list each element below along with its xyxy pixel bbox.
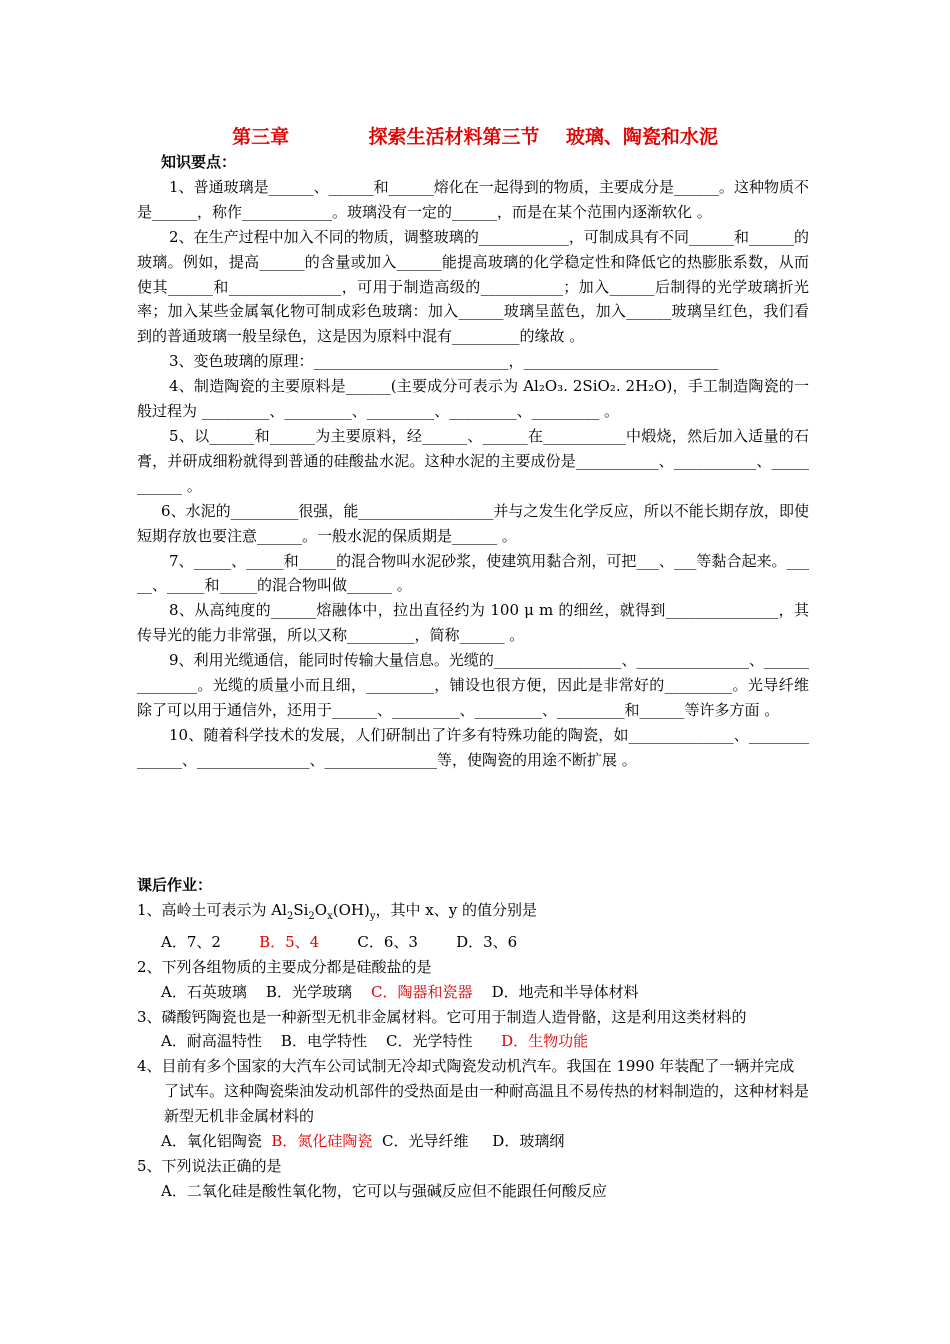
- option-c: C．6、3: [357, 932, 418, 951]
- option-c: C．光学特性: [386, 1032, 473, 1051]
- question-5-stem: 5、下列说法正确的是: [137, 1156, 282, 1175]
- homework-heading: 课后作业：: [137, 876, 213, 894]
- page-title: 第三章 探索生活材料第三节 玻璃、陶瓷和水泥: [232, 126, 718, 148]
- knowledge-item-4: 4、制造陶瓷的主要原料是______(主要成分可表示为 Al₂O₃. 2SiO₂. 2H₂O)，手工制造陶瓷的一般过程为 _________、_________、_________、_________、_________ 。: [137, 377, 809, 421]
- knowledge-item-2: 2、在生产过程中加入不同的物质，调整玻璃的____________，可制成具有不同______和______的玻璃。例如，提高______的含量或加入______能提高玻璃的化学稳定性和降低它的热膨胀系数，从而使其______和_______________，可用于制造高级的___________；加入______后制得的光学玻璃折光率；加入某些金属氧化物可制成彩色玻璃：加入______玻璃呈蓝色，加入______玻璃呈红色，我们看到的普通玻璃一般呈绿色，这是因为原料中混有_________的缘故 。: [137, 227, 809, 346]
- option-a: A．7、2: [161, 932, 221, 951]
- option-d: D．3、6: [456, 932, 518, 951]
- question-3-options: [137, 1029, 809, 1054]
- question-2-stem: 2、下列各组物质的主要成分都是硅酸盐的是: [137, 957, 432, 976]
- option-d: D．玻璃纲: [492, 1132, 565, 1151]
- knowledge-item-9: 9、利用光缆通信，能同时传输大量信息。光缆的_________________、_______________、______________。光缆的质量小而且细，_________，铺设也很方便，因此是非常好的_________。光导纤维除了可以用于通信外，还用于______、_________、_________、_________和______等许多方面 。: [137, 651, 809, 719]
- knowledge-item-5: 5、以______和______为主要原料，经______、______在___________中煅烧，然后加入适量的石膏，并研成细粉就得到普通的硅酸盐水泥。这种水泥的主要成份是___________、___________、___________ 。: [137, 426, 809, 495]
- question-1-stem: 1、高岭土可表示为 $Al_2Si_2O_x(OH)_y$，其中 x、y 的值分别是: [137, 900, 537, 922]
- knowledge-section: [137, 150, 809, 773]
- option-a: A．氧化铝陶瓷: [161, 1132, 262, 1151]
- knowledge-item-1: 1、普通玻璃是______、______和______熔化在一起得到的物质，主要成分是______。这种物质不是______，称作____________。玻璃没有一定的______，而是在某个范围内逐渐软化 。: [137, 177, 809, 221]
- question-4-options: [137, 1129, 809, 1154]
- option-b-answer: B．5、4: [259, 932, 320, 951]
- question-2-options: [137, 980, 809, 1005]
- knowledge-item-7: 7、_____、_____和_____的混合物叫水泥砂浆，使建筑用黏合剂，可把___、___等黏合起来。_____、_____和_____的混合物叫做______ 。: [137, 551, 809, 595]
- option-d-answer: D．生物功能: [501, 1032, 589, 1051]
- knowledge-item-6: 6、水泥的_________很强，能__________________并与之发生化学反应，所以不能长期存放，即使短期存放也要注意______。一般水泥的保质期是______ 。: [137, 501, 809, 545]
- option-b-answer: B．氮化硅陶瓷: [271, 1132, 373, 1151]
- option-b: B．电学特性: [280, 1032, 367, 1051]
- option-d: D．地壳和半导体材料: [491, 982, 639, 1001]
- option-a: A．石英玻璃: [161, 982, 247, 1001]
- option-a: A．二氧化硅是酸性氧化物，它可以与强碱反应但不能跟任何酸反应: [161, 1181, 607, 1200]
- knowledge-item-3: 3、变色玻璃的原理：__________________________，__________________________: [169, 352, 719, 371]
- question-3-stem: 3、磷酸钙陶瓷也是一种新型无机非金属材料。它可用于制造人造骨骼，这是利用这类材料的: [137, 1007, 747, 1026]
- question-1-options: [137, 930, 809, 955]
- knowledge-item-8: 8、从高纯度的______熔融体中，拉出直径约为 100 μ m 的细丝，就得到_______________，其传导光的能力非常强，所以又称_________，简称______ 。: [137, 601, 809, 645]
- option-c: C．光导纤维: [381, 1132, 469, 1151]
- question-5-options: [137, 1179, 809, 1204]
- knowledge-heading: 知识要点：: [161, 153, 237, 171]
- option-a: A．耐高温特性: [161, 1032, 262, 1051]
- option-c-answer: C．陶器和瓷器: [371, 982, 473, 1001]
- option-b: B．光学玻璃: [265, 982, 352, 1001]
- homework-section: [137, 873, 809, 1204]
- knowledge-item-10: 10、随着科学技术的发展，人们研制出了许多有特殊功能的陶瓷，如______________、______________、_______________、_______________等，使陶瓷的用途不断扩展 。: [137, 725, 809, 769]
- question-4-stem: 4、目前有多个国家的大汽车公司试制无冷却式陶瓷发动机汽车。我国在 1990 年装配了一辆并完成了试车。这种陶瓷柴油发动机部件的受热面是由一种耐高温且不易传热的材料制造的，这种材料是新型无机非金属材料的: [137, 1057, 810, 1126]
